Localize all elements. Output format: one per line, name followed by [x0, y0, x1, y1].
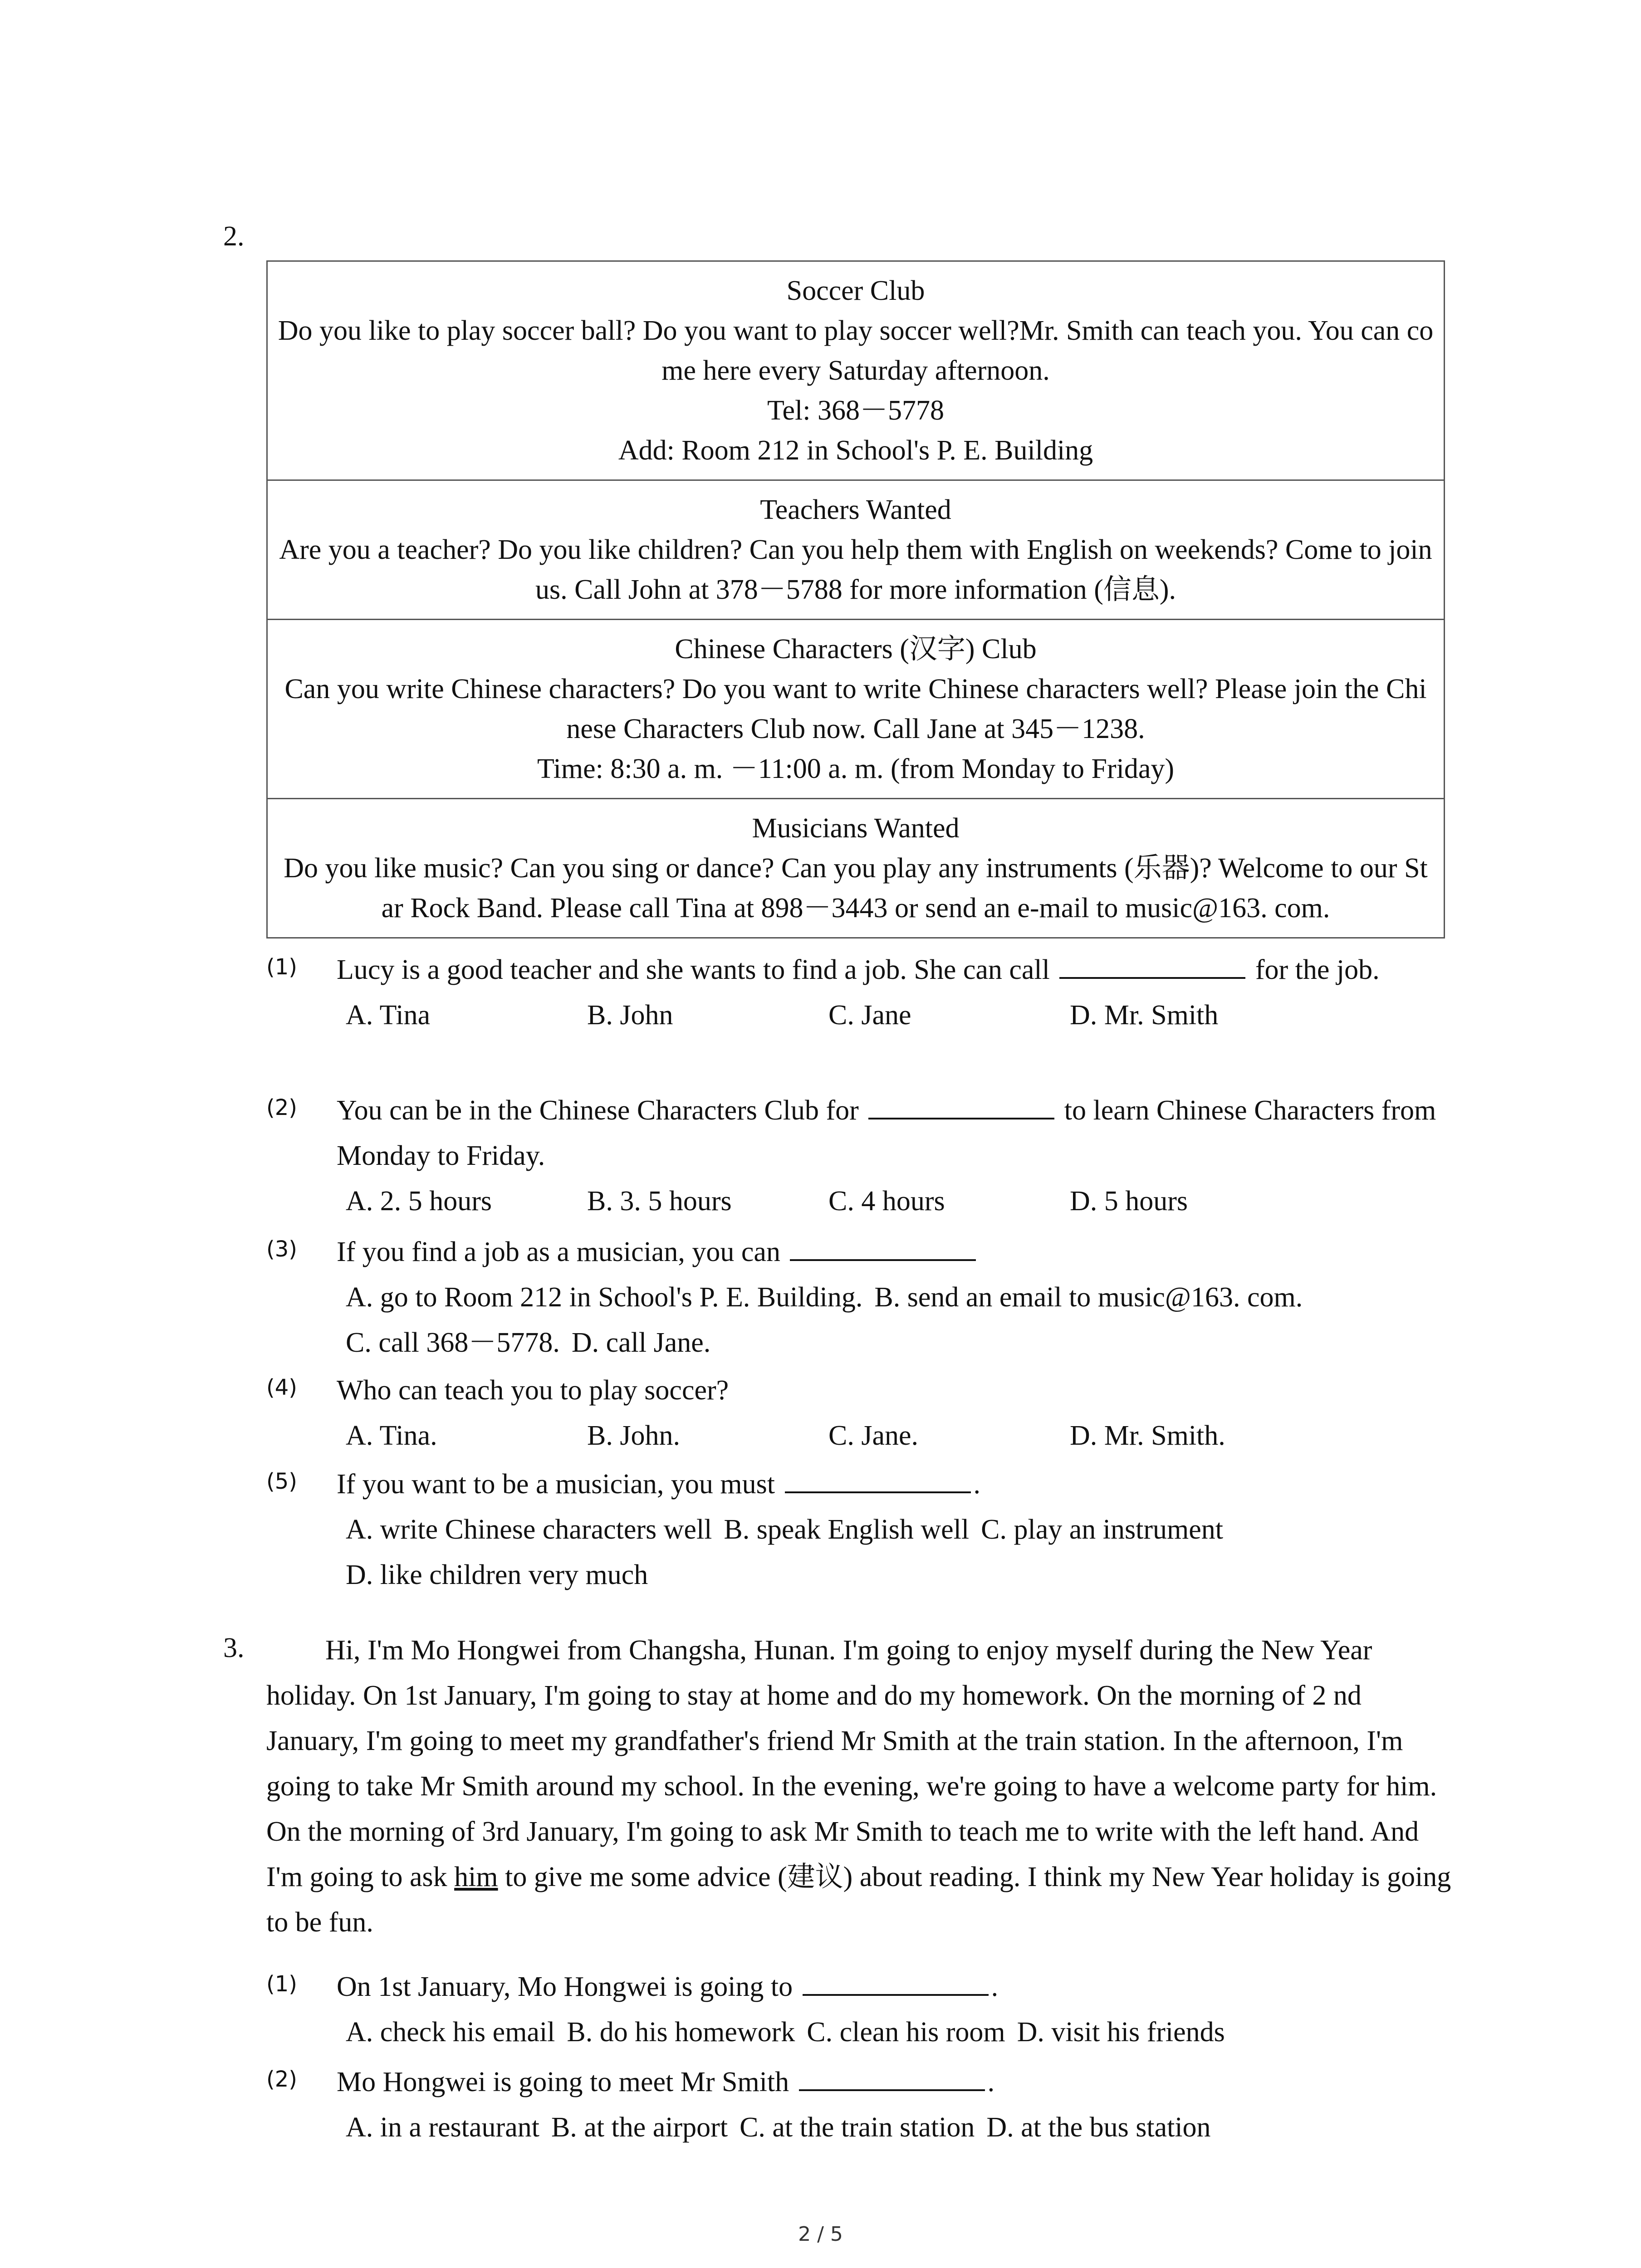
stem-text: If you find a job as a musician, you can: [337, 1237, 780, 1267]
ad-title: Teachers Wanted: [760, 494, 951, 525]
option-d: D. like children very much: [346, 1559, 648, 1590]
question-number-3: 3.: [223, 1633, 245, 1663]
q2-question-1: [268, 947, 1456, 1038]
option-a: A. 2. 5 hours: [346, 1186, 492, 1217]
q3-question-2: [268, 2059, 1456, 2150]
passage-text: Hi, I'm Mo Hongwei from Changsha, Hunan. I'm going to enjoy myself during the New Year holiday. On 1st January, I'm going to stay at home and do my homework. On the morning of 2 nd January, I'm going to meet my grandfather's friend Mr Smith at the train station. In the afternoon, I'm going to take Mr Smith around my school. In the evening, we're going to have a welcome party for him. On the morning of 3rd January, I'm going to ask Mr Smith to teach me to write with the left hand. And I'm going to ask: [266, 1635, 1437, 1892]
stem-text-after: .: [987, 2067, 995, 2097]
answer-blank: [868, 1094, 1054, 1119]
question-stem: [337, 1088, 1456, 1178]
option-b: B. send an email to music@163. com.: [874, 1282, 1303, 1313]
question-stem: [337, 2059, 1456, 2105]
q2-question-4: [268, 1368, 1456, 1458]
option-b: B. John: [587, 1000, 673, 1031]
option-b: B. John.: [587, 1420, 680, 1451]
option-d: D. 5 hours: [1070, 1186, 1188, 1217]
ad-teachers-wanted: [268, 481, 1444, 620]
ad-title: Musicians Wanted: [752, 813, 960, 844]
ad-line: Tel: 368－5778: [767, 395, 944, 426]
option-c: C. at the train station: [740, 2112, 975, 2143]
stem-text: On 1st January, Mo Hongwei is going to: [337, 1971, 793, 2002]
ad-soccer-club: [268, 262, 1444, 481]
page-number: 2 / 5: [798, 2223, 843, 2246]
option-c: C. call 368－5778.: [346, 1327, 560, 1358]
options: [346, 1507, 1456, 1598]
sub-number: (3): [266, 1237, 297, 1262]
passage-text-after: to give me some advice (建议) about reading. I think my New Year holiday is going to be fun.: [266, 1862, 1451, 1938]
options: [346, 1178, 1456, 1224]
option-b: B. do his homework: [567, 2017, 795, 2048]
question-stem: [337, 1461, 1456, 1507]
q3-question-1: [268, 1964, 1456, 2055]
ad-line: Are you a teacher? Do you like children? Can you help them with English on weekends? Come to join us. Call John at 378－5788 for more information (信息).: [279, 534, 1432, 605]
question-stem: [337, 1229, 1456, 1275]
option-d: D. Mr. Smith.: [1070, 1420, 1225, 1451]
option-d: D. at the bus station: [986, 2112, 1211, 2143]
ad-line: Add: Room 212 in School's P. E. Building: [618, 435, 1093, 466]
options: [346, 992, 1456, 1038]
ad-line: Can you write Chinese characters? Do you want to write Chinese characters well? Please join the Chinese Characters Club now. Call Jane at 345－1238.: [284, 674, 1427, 744]
options: [346, 1413, 1456, 1458]
stem-text: You can be in the Chinese Characters Club for: [337, 1095, 859, 1126]
answer-blank: [803, 1970, 989, 1996]
option-c: C. 4 hours: [828, 1186, 945, 1217]
option-c: C. clean his room: [807, 2017, 1005, 2048]
sub-number: (4): [266, 1375, 297, 1400]
options: [346, 2105, 1456, 2150]
option-d: D. Mr. Smith: [1070, 1000, 1219, 1031]
ad-line: Do you like to play soccer ball? Do you want to play soccer well?Mr. Smith can teach you. You can come here every Saturday afternoon.: [278, 315, 1434, 386]
q2-question-3: [268, 1229, 1456, 1365]
option-d: D. visit his friends: [1017, 2017, 1225, 2048]
stem-text: Who can teach you to play soccer?: [337, 1375, 729, 1406]
ad-title: Chinese Characters (汉字) Club: [675, 634, 1037, 665]
option-c: C. Jane: [828, 1000, 911, 1031]
option-a: A. write Chinese characters well: [346, 1514, 712, 1545]
stem-text-after: for the job.: [1255, 954, 1380, 985]
answer-blank: [785, 1468, 971, 1493]
stem-text-after: .: [991, 1971, 999, 2002]
answer-blank: [1059, 953, 1245, 979]
ad-musicians-wanted: [268, 799, 1444, 937]
sub-number: (2): [266, 1095, 297, 1120]
reading-passage: [266, 1628, 1455, 1945]
passage-underlined-word: him: [454, 1862, 498, 1892]
question-number-2: 2.: [223, 221, 245, 252]
ad-line: Time: 8:30 a. m. －11:00 a. m. (from Monday to Friday): [537, 753, 1175, 784]
options: [346, 1275, 1456, 1365]
options: [346, 2009, 1456, 2055]
option-b: B. at the airport: [551, 2112, 728, 2143]
question-stem: [337, 1368, 1456, 1413]
stem-text: If you want to be a musician, you must: [337, 1469, 775, 1500]
option-d: D. call Jane.: [571, 1327, 711, 1358]
option-a: A. Tina: [346, 1000, 431, 1031]
option-a: A. check his email: [346, 2017, 555, 2048]
question-stem: [337, 947, 1456, 992]
ads-table: [266, 260, 1445, 938]
q2-question-5: [268, 1461, 1456, 1598]
sub-number: (2): [266, 2067, 297, 2092]
ad-chinese-characters-club: [268, 620, 1444, 799]
sub-number: (1): [266, 954, 297, 980]
sub-number: (5): [266, 1469, 297, 1494]
option-a: A. Tina.: [346, 1420, 437, 1451]
stem-text: Mo Hongwei is going to meet Mr Smith: [337, 2067, 789, 2097]
ad-line: Do you like music? Can you sing or dance? Can you play any instruments (乐器)? Welcome to our Star Rock Band. Please call Tina at 898－3443 or send an e-mail to music@163. com.: [284, 853, 1428, 924]
stem-text-after: .: [973, 1469, 980, 1500]
question-stem: [337, 1964, 1456, 2009]
stem-text: Lucy is a good teacher and she wants to find a job. She can call: [337, 954, 1050, 985]
option-b: B. 3. 5 hours: [587, 1186, 732, 1217]
q2-question-2: [268, 1088, 1456, 1224]
option-b: B. speak English well: [724, 1514, 970, 1545]
option-a: A. in a restaurant: [346, 2112, 539, 2143]
option-a: A. go to Room 212 in School's P. E. Building.: [346, 1282, 863, 1313]
option-c: C. Jane.: [828, 1420, 919, 1451]
answer-blank: [790, 1236, 976, 1261]
answer-blank: [799, 2066, 985, 2091]
sub-number: (1): [266, 1971, 297, 1997]
ad-title: Soccer Club: [786, 275, 925, 306]
option-c: C. play an instrument: [981, 1514, 1223, 1545]
stem-text-after: to learn Chinese Characters from Monday to Friday.: [337, 1095, 1436, 1171]
